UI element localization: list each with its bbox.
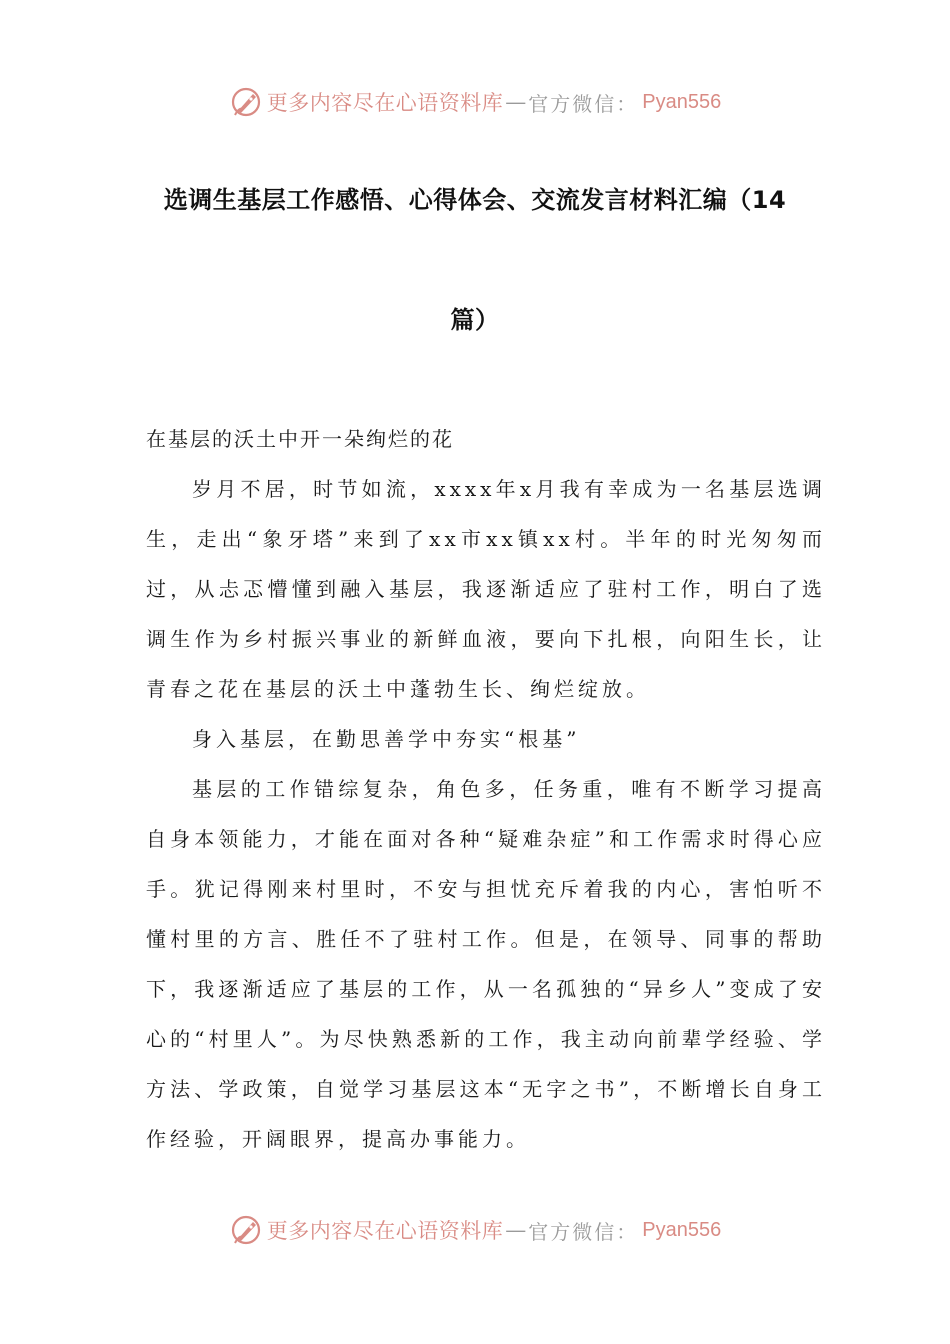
fountain-pen-logo-icon [229,1213,263,1247]
brand-name: 更多内容尽在心语资料库 [266,1219,504,1243]
paragraph: 基层的工作错综复杂，角色多，任务重，唯有不断学习提高自身本领能力，才能在面对各种“疑难杂症”和工作需求时得心应手。犹记得刚来村里时，不安与担忧充斥着我的内心，害怕听不懂村里的方言、胜任不了驻村工作。但是，在领导、同事的帮助下，我逐渐适应了基层的工作，从一名孤独的“异乡人”变成了安心的“村里人”。为尽快熟悉新的工作，我主动向前辈学经验、学方法、学政策，自觉学习基层这本“无字之书”，不断增长自身工作经验，开阔眼界，提高办事能力。 [146,777,826,1151]
paragraph: 岁月不居，时节如流，xxxx年x月我有幸成为一名基层选调生，走出“象牙塔”来到了xx市xx镇xx村。半年的时光匆匆而过，从忐忑懵懂到融入基层，我逐渐适应了驻村工作，明白了选调生作为乡村振兴事业的新鲜血液，要向下扎根，向阳生长，让青春之花在基层的沃土中蓬勃生长、绚烂绽放。 [146,477,826,701]
official-wechat-label: 官方微信： [528,1219,639,1244]
article-heading: 在基层的沃土中开一朵绚烂的花 [146,427,454,451]
wechat-id: Pyan556 [642,90,722,113]
official-wechat-label: 官方微信： [528,91,639,116]
banner-dash: — [505,90,527,114]
fountain-pen-logo-icon [229,85,263,119]
footer-banner [0,1208,950,1252]
section-heading: 身入基层，在勤思善学中夯实“根基” [192,727,581,751]
banner-dash: — [505,1218,527,1242]
article-body [146,414,826,1164]
wechat-id: Pyan556 [642,1218,722,1241]
document-title-line2: 篇） [450,306,500,334]
brand-name: 更多内容尽在心语资料库 [266,91,504,115]
document-title-line1: 选调生基层工作感悟、心得体会、交流发言材料汇编（14 [163,186,787,214]
header-banner [0,80,950,124]
